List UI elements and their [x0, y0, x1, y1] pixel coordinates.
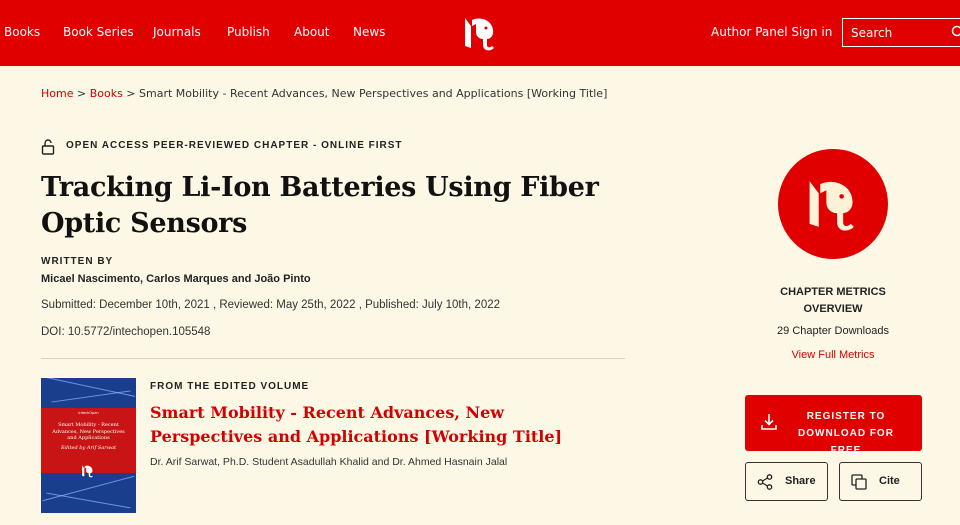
chapter-type-label: OPEN ACCESS PEER-REVIEWED CHAPTER - ONLINE FIRST: [66, 140, 403, 151]
chapter-dates: Submitted: December 10th, 2021 , Reviewed: May 25th, 2022 , Published: July 10th, 2022: [41, 299, 501, 311]
share-icon: [757, 474, 773, 490]
breadcrumb-separator: >: [73, 87, 90, 100]
nav-news[interactable]: News: [353, 25, 386, 39]
view-full-metrics-link[interactable]: View Full Metrics: [791, 349, 875, 361]
cover-title-text: Smart Mobility - Recent Advances, New Perspectives and Applications: [52, 422, 125, 441]
author-panel-sign-in-link[interactable]: Author Panel Sign in: [711, 25, 833, 39]
section-divider: [41, 358, 625, 359]
cite-button-label: Cite: [879, 475, 900, 487]
book-cover-image[interactable]: [41, 378, 136, 513]
share-button-label: Share: [785, 475, 816, 487]
intechopen-logo-icon[interactable]: [462, 14, 500, 52]
chapter-metrics-title: CHAPTER METRICS OVERVIEW: [780, 286, 886, 315]
breadcrumb-current: Smart Mobility - Recent Advances, New Perspectives and Applications [Working Title]: [139, 87, 608, 100]
from-edited-volume-label: FROM THE EDITED VOLUME: [150, 381, 310, 392]
register-button-label: REGISTER TO DOWNLOAD FOR FREE: [798, 411, 894, 456]
search-box: [842, 18, 960, 47]
breadcrumb-home-link[interactable]: Home: [41, 87, 74, 100]
breadcrumb-books-link[interactable]: Books: [89, 87, 123, 100]
nav-about[interactable]: About: [294, 25, 330, 39]
open-lock-icon: [41, 139, 55, 155]
chapter-authors: Micael Nascimento, Carlos Marques and João Pinto: [41, 273, 311, 285]
cite-button[interactable]: [839, 462, 922, 501]
chapter-doi: DOI: 10.5772/intechopen.105548: [41, 326, 211, 338]
search-input[interactable]: [843, 19, 960, 46]
cover-title: [47, 422, 130, 451]
search-icon[interactable]: [951, 25, 960, 39]
intechopen-logo-icon: [805, 173, 863, 235]
share-button[interactable]: [745, 462, 828, 501]
chapter-title: Tracking Li-Ion Batteries Using Fiber Optic Sensors: [41, 172, 599, 239]
cover-edited-by: Edited by Arif Sarwat: [61, 444, 116, 451]
nav-journals[interactable]: Journals: [153, 25, 201, 39]
nav-publish[interactable]: Publish: [227, 25, 270, 39]
nav-books[interactable]: Books: [4, 25, 41, 39]
breadcrumb: [41, 87, 607, 100]
chapter-downloads-count: 29 Chapter Downloads: [777, 325, 889, 337]
intechopen-logo-badge: [778, 149, 888, 259]
register-download-button[interactable]: [745, 395, 922, 456]
top-navigation-bar: [0, 0, 960, 66]
volume-editors: Dr. Arif Sarwat, Ph.D. Student Asadullah Khalid and Dr. Ahmed Hasnain Jalal: [150, 456, 508, 468]
nav-book-series[interactable]: Book Series: [63, 25, 134, 39]
cover-publisher: IntechOpen: [78, 411, 99, 415]
download-icon: [760, 413, 778, 431]
copy-icon: [851, 474, 867, 490]
breadcrumb-separator: >: [122, 87, 140, 100]
intechopen-logo-icon: [81, 464, 95, 478]
edited-volume-title-link[interactable]: Smart Mobility - Recent Advances, New Perspectives and Applications [Working Title]: [150, 403, 563, 446]
written-by-label: WRITTEN BY: [41, 256, 114, 267]
